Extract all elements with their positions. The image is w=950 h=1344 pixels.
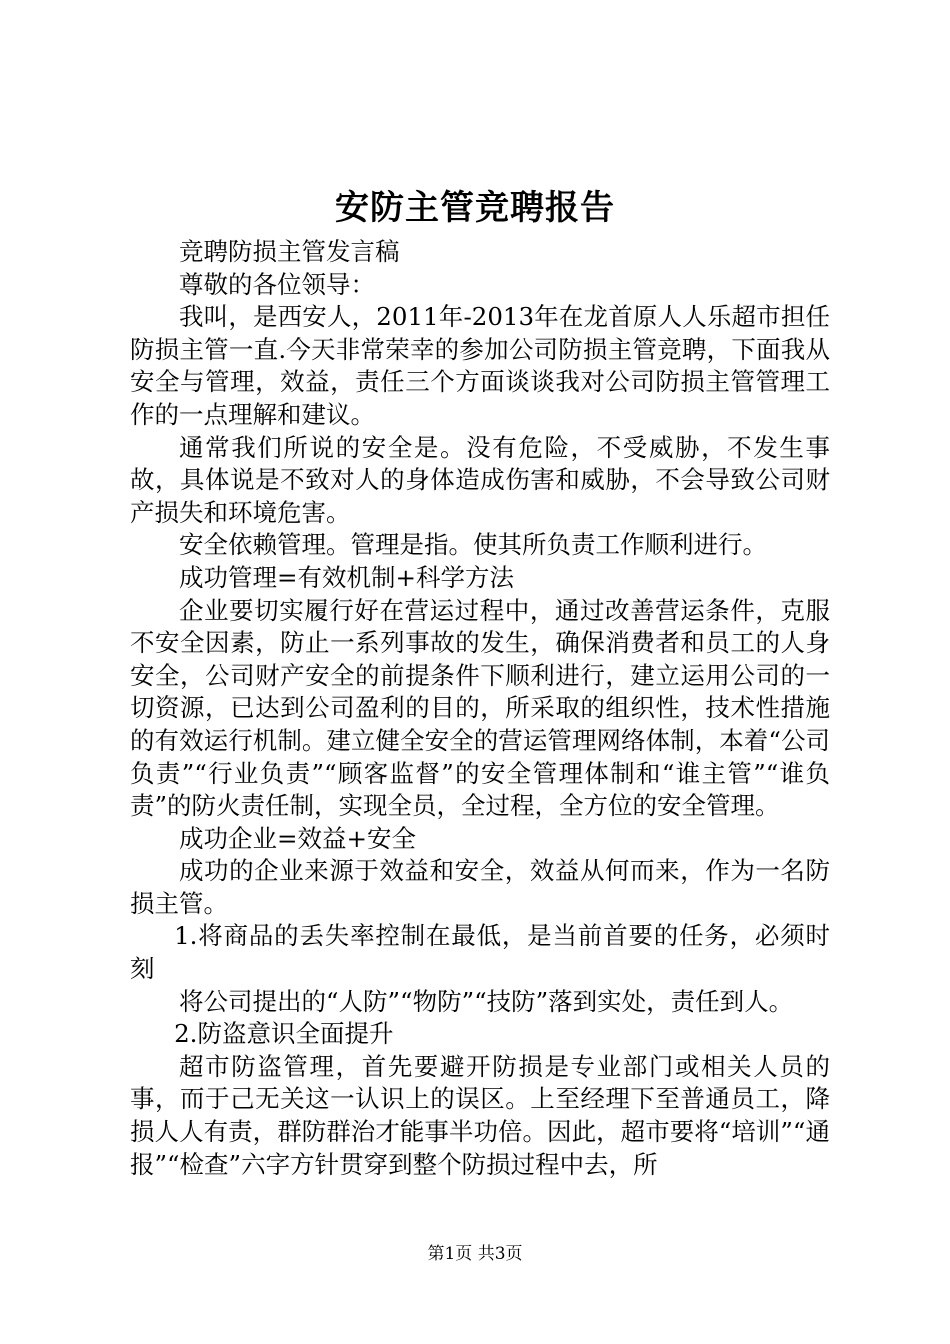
paragraph: 企业要切实履行好在营运过程中，通过改善营运条件，克服不安全因素，防止一系列事故的发生，确保消费者和员工的人身安全，公司财产安全的前提条件下顺利进行，建立运用公司的一切资源，已达到公司盈利的目的，所采取的组织性，技术性措施的有效运行机制。建立健全安全的营运管理网络体制，本着“公司负责”“行业负责”“顾客监督”的安全管理体制和“谁主管”“谁负责”的防火责任制，实现全员，全过程，全方位的安全管理。 [130,595,830,821]
document-title: 安防主管竞聘报告 [335,188,615,228]
paragraph: 成功的企业来源于效益和安全，效益从何而来，作为一名防损主管。 [130,856,830,918]
paragraph: 将公司提出的“人防”“物防”“技防”落到实处，责任到人。 [179,986,794,1016]
paragraph: 安全依赖管理。管理是指。使其所负责工作顺利进行。 [179,530,767,560]
paragraph: 成功企业=效益+安全 [179,823,417,853]
paragraph: 竞聘防损主管发言稿 [179,237,400,266]
page-footer: 第1页 共3页 [427,1244,523,1264]
document-body [130,236,830,1181]
paragraph: 我叫，是西安人，2011年-2013年在龙首原人人乐超市担任防损主管一直.今天非常荣幸的参加公司防损主管竞聘，下面我从安全与管理，效益，责任三个方面谈谈我对公司防损主管管理工作的一点理解和建议。 [130,302,830,429]
paragraph: 成功管理=有效机制+科学方法 [179,562,515,592]
paragraph: 2.防盗意识全面提升 [174,1019,394,1049]
paragraph: 尊敬的各位领导： [179,269,375,299]
paragraph: 超市防盗管理，首先要避开防损是专业部门或相关人员的事，而于己无关这一认识上的误区。上至经理下至普通员工，降损人人有责，群防群治才能事半功倍。因此，超市要将“培训”“通报”“检查”六字方针贯穿到整个防损过程中去，所 [130,1051,830,1179]
paragraph: 1.将商品的丢失率控制在最低，是当前首要的任务，必须时刻 [130,921,830,984]
paragraph: 通常我们所说的安全是。没有危险，不受威胁，不发生事故，具体说是不致对人的身体造成伤害和威胁，不会导致公司财产损失和环境危害。 [130,432,830,527]
